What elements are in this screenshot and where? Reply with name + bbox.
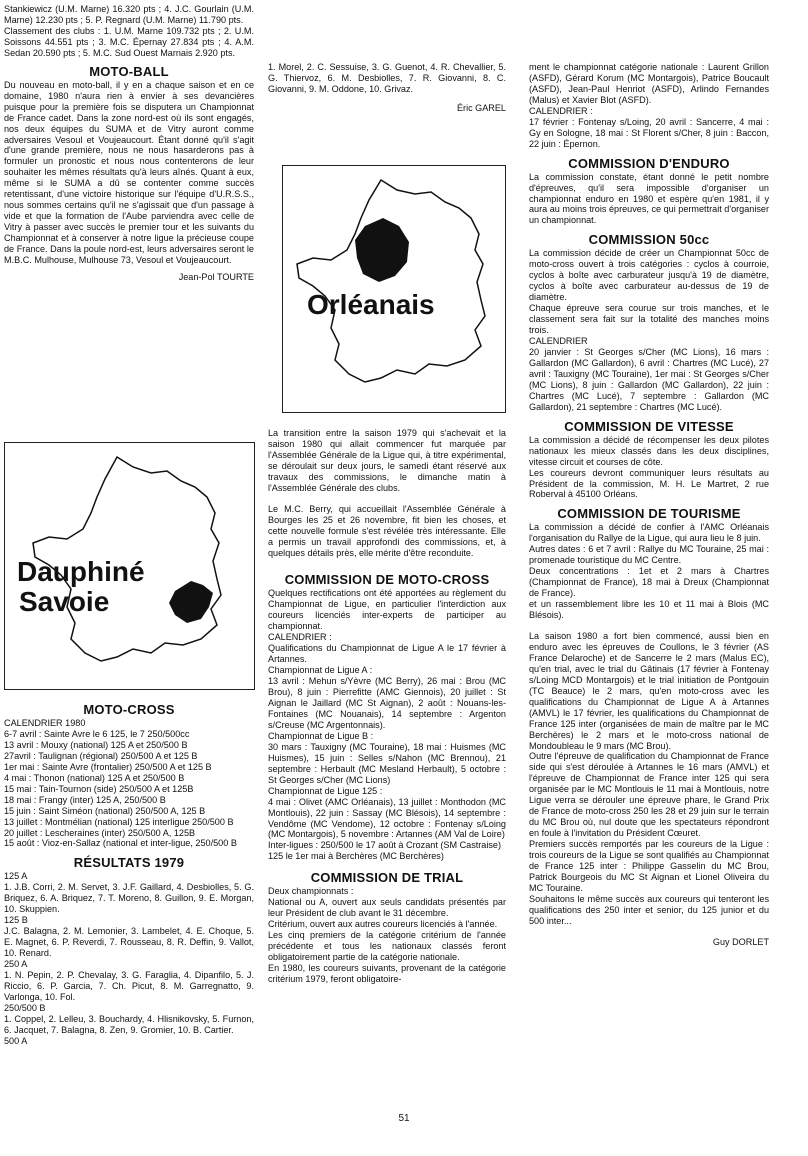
dauphine-savoie-map xyxy=(4,442,255,690)
trial-commission-heading: COMMISSION DE TRIAL xyxy=(310,870,464,886)
results-signature: Éric GAREL xyxy=(456,102,506,113)
c50-paragraph: La commission décide de créer un Championnat 50cc de moto-cross ouvert à trois catégories : cyclos à courroie, cyclos à boîte avec carburateur jusqu'à 19 de diamètre, cyclos à boîte avec carburateur au-dessus de 19 de diamètre. xyxy=(529,248,769,303)
mx-paragraph: Championnat de Ligue 125 : xyxy=(268,785,383,796)
motocross-commission-heading: COMMISSION DE MOTO-CROSS xyxy=(284,572,490,588)
mx-paragraph: 4 mai : Olivet (AMC Orléanais), 13 juillet : Monthodon (MC Montlouis), 22 juin : Sassay (MC Blésois), 14 septembre : Vendôme (MC Vendome), 12 octobre : Fontenay s/Loing (MC Montargois), 5 novembre : Artannes (AM Val de Loire) xyxy=(268,796,506,840)
results-500a-list: 1. Morel, 2. C. Sessuise, 3. G. Guenot, 4. R. Chevallier, 5. G. Thiervoz, 6. M. Desbiolles, 7. R. Giovanni, 8. C. Giovanni, 9. M. Oddone, 10. Grivaz. xyxy=(268,62,506,94)
c50-commission-heading: COMMISSION 50cc xyxy=(588,232,710,248)
column-2-lower xyxy=(268,428,506,985)
tourisme-paragraph: La commission a décidé de confier à l'AMC Orléanais l'organisation du Rallye de la Ligue, qui aura lieu le 8 juin. xyxy=(529,522,769,544)
trial-paragraph: National ou A, ouvert aux seuls candidats présentés par leur Président de club avant le 31 décembre. xyxy=(268,897,506,919)
calendar-item: 6-7 avril : Sainte Avre le 6 125, le 7 250/500cc xyxy=(4,728,190,739)
calendar-item: 13 juillet : Montmélian (national) 125 interligue 250/500 B xyxy=(4,816,234,827)
calendar-item: 4 mai : Thonon (national) 125 A et 250/500 B xyxy=(4,772,185,783)
results-category: 125 A xyxy=(4,871,28,882)
season-paragraph: Souhaitons le même succès aux coureurs qui tenteront les qualifications des 250 inter et senior, du 125 junior et du 500 inter... xyxy=(529,893,769,926)
france-map-outline-icon xyxy=(283,166,505,412)
page-number: 51 xyxy=(398,1113,410,1124)
trial-paragraph: Deux championnats : xyxy=(268,886,354,897)
enduro-paragraph: La commission constate, étant donné le petit nombre d'épreuves, qu'il sera impossible d'organiser un championnat enduro en 1980 et espère qu'en 1981, il y aura au moins trois épreuves, ce qui permettrait d'organiser un championnat. xyxy=(529,171,769,226)
calendar-item: 18 mai : Frangy (inter) 125 A, 250/500 B xyxy=(4,794,166,805)
results-paragraph: Stankiewicz (U.M. Marne) 16.320 pts ; 4. J.C. Gourlain (U.M. Marne) 12.230 pts ; 5. P. Regnard (U.M. Marne) 11.790 pts. xyxy=(4,4,254,25)
trial-paragraph: Critérium, ouvert aux autres coureurs licenciés à l'année. xyxy=(268,919,498,930)
map-label-savoie: Savoie xyxy=(19,586,110,617)
calendar-item: 20 juillet : Lescheraines (inter) 250/500 A, 125B xyxy=(4,827,196,838)
vitesse-paragraph: La commission a décidé de récompenser les deux pilotes nationaux les mieux classés dans les deux disciplines, vitesse circuit et courses de côte. xyxy=(529,434,769,467)
calendar-item: 15 mai : Tain-Tournon (side) 250/500 A et 125B xyxy=(4,783,194,794)
mx-paragraph: 13 avril : Mehun s/Yèvre (MC Berry), 26 mai : Brou (MC Brou), 8 juin : Pierrefitte (AMC Giennois), 20 juillet : St Aignan le Jaillard (MC St Aignan), 2 août : Nouans-les-Fontaines (MC Nouanais), 14 septembre : Argenton s/Creuse (MC Argentonnais). xyxy=(268,676,506,730)
column-1-lower xyxy=(4,702,254,1047)
calendar-item: 27avril : Taulignan (régional) 250/500 A et 125 B xyxy=(4,750,198,761)
intro-paragraph: Le M.C. Berry, qui accueillait l'Assemblée Générale à Bourges les 25 et 26 novembre, fit bien les choses, et cette nouvelle formule s'est révélée très intéressante. Elle a permis un travail approfondi des commissions, et, à quelques détails près, elle mérite d'être reconduite. xyxy=(268,503,506,558)
club-ranking-paragraph: Classement des clubs : 1. U.M. Marne 109.732 pts ; 2. U.M. Soissons 44.551 pts ; 3. M.C. Épernay 27.834 pts ; 4. A.M. Sedan 20.590 pts ; 5. M.C. Sud Ouest Marnais 2.920 pts. xyxy=(4,25,254,58)
trial-paragraph: En 1980, les coureurs suivants, provenant de la catégorie critérium 1979, feront obligatoire- xyxy=(268,962,506,984)
trial-calendar-heading: CALENDRIER : xyxy=(529,105,593,116)
map-label-orleanais: Orléanais xyxy=(307,289,435,320)
orleanais-map xyxy=(282,165,506,413)
mx-paragraph: CALENDRIER : xyxy=(268,632,332,643)
tourisme-paragraph: Autres dates : 6 et 7 avril : Rallye du MC Touraine, 25 mai : promenade touristique du MC Centre. xyxy=(529,544,769,566)
mx-paragraph: Quelques rectifications ont été apportées au règlement du Championnat de Ligue, en particulier l'interdiction aux coureurs licenciés inter-experts de participer au championnat. xyxy=(268,588,506,632)
column-2 xyxy=(268,62,506,114)
map-label-dauphine: Dauphiné xyxy=(17,556,145,587)
tourisme-paragraph: Deux concentrations : 1et et 2 mars à Chartres (Championnat de France), 18 mai à Dreux (Championnat de France). xyxy=(529,566,769,599)
c50-paragraph: CALENDRIER xyxy=(529,336,588,347)
calendar-item: 1er mai : Sainte Avre (frontalier) 250/500 A et 125 B xyxy=(4,761,212,772)
motoball-heading: MOTO-BALL xyxy=(89,63,169,79)
column-1 xyxy=(4,4,254,283)
mx-paragraph: 30 mars : Tauxigny (MC Touraine), 18 mai : Huismes (MC Huismes), 15 juin : Selles s/Nahon (MC Brennou), 21 septembre : Herbault (MC Mesland Herbault), 5 octobre : St Georges s/Cher (MC Lions) xyxy=(268,741,506,785)
vitesse-paragraph: Les coureurs devront communiquer leurs résultats au Président de la commission, M. H. Le Martret, 2 rue Roberval à 45100 Orléans. xyxy=(529,467,769,500)
column-3 xyxy=(529,62,769,948)
mx-paragraph: Championnat de Ligue A : xyxy=(268,665,373,676)
results-category: 250/500 B xyxy=(4,1002,46,1013)
trial-continued: ment le championnat catégorie nationale : Laurent Grillon (ASFD), Gérard Korum (MC Montargois), Patrice Boucault (ASFD), Jean-Paul Henriot (ASFD), Arlindo Fernandes (Malus) et Xavier Blot (ASFD). xyxy=(529,62,769,105)
mx-paragraph: Inter-ligues : 250/500 le 17 août à Crozant (SM Castraise) xyxy=(268,840,502,851)
trial-paragraph: Les cinq premiers de la catégorie critérium de l'année précédente et tous les nationaux classés feront obligatoirement partie de la catégorie nationale. xyxy=(268,930,506,963)
article-signature: Guy DORLET xyxy=(712,936,769,947)
results-category: 250 A xyxy=(4,959,28,970)
calendar-heading: CALENDRIER 1980 xyxy=(4,718,86,728)
motoball-text: Du nouveau en moto-ball, il y en a chaque saison et en ce domaine, 1980 n'aura rien à envier à ses devancières puisque pour la première fois se disputera un Championnat de France cadet. Dans la zone nord-est où ils sont engagés, nos deux équipes du SUMA et de Vitry auront comme adversaires Vesoul et Voujeaucourt. Étant donné qu'il s'agit d'une grande première, nous ne nous hasarderons pas à formuler un pronostic et nous nous contenterons de leur souhaiter les mêmes résultats qu'à leurs aînés. Quant à eux, même si le SUMA a dû se contenter comme succès retentissant, d'une victoire historique sur l'équipe d'U.R.S.S., nous sommes certains qu'il ne s'agissait que d'un passage à vide et que la formation de l'Aube parviendra avec celle de Vitry à passer avec succès le premier tour et les suivants du Championnat et à conserver à notre ligue la précieuse coupe de France. Dans la poule nord-est, leurs adversaires seront le M.B.C. Mulhouse, Mulhouse 73, Vesoul et Voujeaucourt. xyxy=(4,79,254,266)
tourisme-paragraph: et un rassemblement libre les 10 et 11 mai à Blois (MC Blésois). xyxy=(529,599,769,621)
results-category: 125 B xyxy=(4,915,28,926)
c50-paragraph: Chaque épreuve sera courue sur trois manches, et le classement sera fait sur la totalité des manches moins trois. xyxy=(529,303,769,336)
results-category: 500 A xyxy=(4,1035,28,1046)
results-list: 1. J.B. Corri, 2. M. Servet, 3. J.F. Gaillard, 4. Desbiolles, 5. G. Briquez, 6. A. Briquez, 7. T. Moreno, 8. Guillon, 9. E. Morgan, 10. Skuppien. xyxy=(4,882,254,915)
enduro-commission-heading: COMMISSION D'ENDURO xyxy=(568,155,730,171)
results-list: 1. Coppel, 2. Lelleu, 3. Bouchardy, 4. Hlisnikovsky, 5. Furnon, 6. Jacquet, 7. Balagna, 8. Zen, 9. Gromier, 10. B. Cartier. xyxy=(4,1013,254,1035)
motocross-heading: MOTO-CROSS xyxy=(83,702,175,717)
france-map-outline-icon xyxy=(5,443,254,689)
calendar-item: 13 avril : Mouxy (national) 125 A et 250/500 B xyxy=(4,739,188,750)
c50-paragraph: 20 janvier : St Georges s/Cher (MC Lions), 16 mars : Gallardon (MC Gallardon), 6 avril : Chartres (MC Lucé), 27 avril : Tauxigny (MC Touraine), 1er mai : St Georges s/Cher (MC Lions), 8 juin : Gallardon (MC Gallardon), 22 juin : Chartres (MC Lucé), 7 septembre : Gallardon (MC Gallardon), 21 septembre : Chartres (MC Lucé). xyxy=(529,346,769,412)
trial-calendar: 17 février : Fontenay s/Loing, 20 avril : Sancerre, 4 mai : Gy en Sologne, 18 mai : St Florent s/Cher, 8 juin : Baccon, 22 juin : Épernon. xyxy=(529,116,769,149)
intro-paragraph: La transition entre la saison 1979 qui s'achevait et la saison 1980 qui allait commencer fut marquée par l'Assemblée Générale de la Ligue qui, à titre expérimental, se déroulait sur deux jours, le samedi étant réservé aux travaux des commissions, le dimanche matin à l'Assemblée Générale des clubs. xyxy=(268,428,506,493)
motoball-signature: Jean-Pol TOURTE xyxy=(178,271,254,282)
calendar-item: 15 juin : Saint Siméon (national) 250/500 A, 125 B xyxy=(4,805,206,816)
vitesse-commission-heading: COMMISSION DE VITESSE xyxy=(564,418,734,434)
season-paragraph: La saison 1980 a fort bien commencé, aussi bien en enduro avec les épreuves de Coullons, le 3 février (AS France Delaroche) et de Sancerre le 2 mars (Malus EC), qu'en trial, avec le trial du Gâtinais (17 février à Fontenay s/Loing MCD Montargois) et le trial initiation de Pontgouin (TC Beauce) le 2 mars, qu'en moto-cross avec les qualifications du Championnat de Ligue A à Artannes (AMVL) le 17 février, les qualifications du Championnat de France 125 inter (organisées de main de maître par le MC Berchères) le 2 mars et le moto-cross national de Mondoubleau le 9 mars (MC Brou). xyxy=(529,630,769,751)
results-heading: RÉSULTATS 1979 xyxy=(73,855,185,871)
results-list: J.C. Balagna, 2. M. Lemonier, 3. Lambelet, 4. E. Choque, 5. E. Magnet, 6. P. Reverdi, 7. Rousseau, 8. R. Deffin, 9. Vallot, 10. Renard. xyxy=(4,926,254,959)
calendar-item: 15 août : Vioz-en-Sallaz (national et inter-ligue, 250/500 B xyxy=(4,838,237,849)
mx-paragraph: 125 le 1er mai à Berchères (MC Berchères) xyxy=(268,851,444,862)
tourisme-commission-heading: COMMISSION DE TOURISME xyxy=(557,506,741,522)
mx-paragraph: Championnat de Ligue B : xyxy=(268,730,374,741)
results-list: 1. N. Pepin, 2. P. Chevalay, 3. G. Faraglia, 4. Dipanfilo, 5. J. Riccio, 6. P. Garcia, 7. Ch. Picut, 8. M. Garregnatto, 9. Varlonga, 10. Fol. xyxy=(4,970,254,1002)
season-paragraph: Outre l'épreuve de qualification du Championnat de France side qui s'est déroulée à Artannes le 16 mars (AMVL) et l'épreuve de Championnat de France inter 125 qui sera organisée par le MC Montlouis le 11 mai à Montlouis, notre Ligue verra se dérouler une épreuve phare, le Grand Prix de France de moto-cross 250 les 28 et 29 juin sur le terrain du MC Brou où, nul doute que les spectateurs répondront en foule à l'invitation du Président Cœuret. xyxy=(529,751,769,839)
season-paragraph: Premiers succès remportés par les coureurs de la Ligue : trois coureurs de la Ligue se sont qualifiés au Championnat de France 125 inter : Philippe Gasselin du MC Brou, Patrick Bourgeois du MC St Aignan et Lionel Oliveira du MC Touraine. xyxy=(529,839,769,893)
mx-paragraph: Qualifications du Championnat de Ligue A le 17 février à Artannes. xyxy=(268,643,506,665)
